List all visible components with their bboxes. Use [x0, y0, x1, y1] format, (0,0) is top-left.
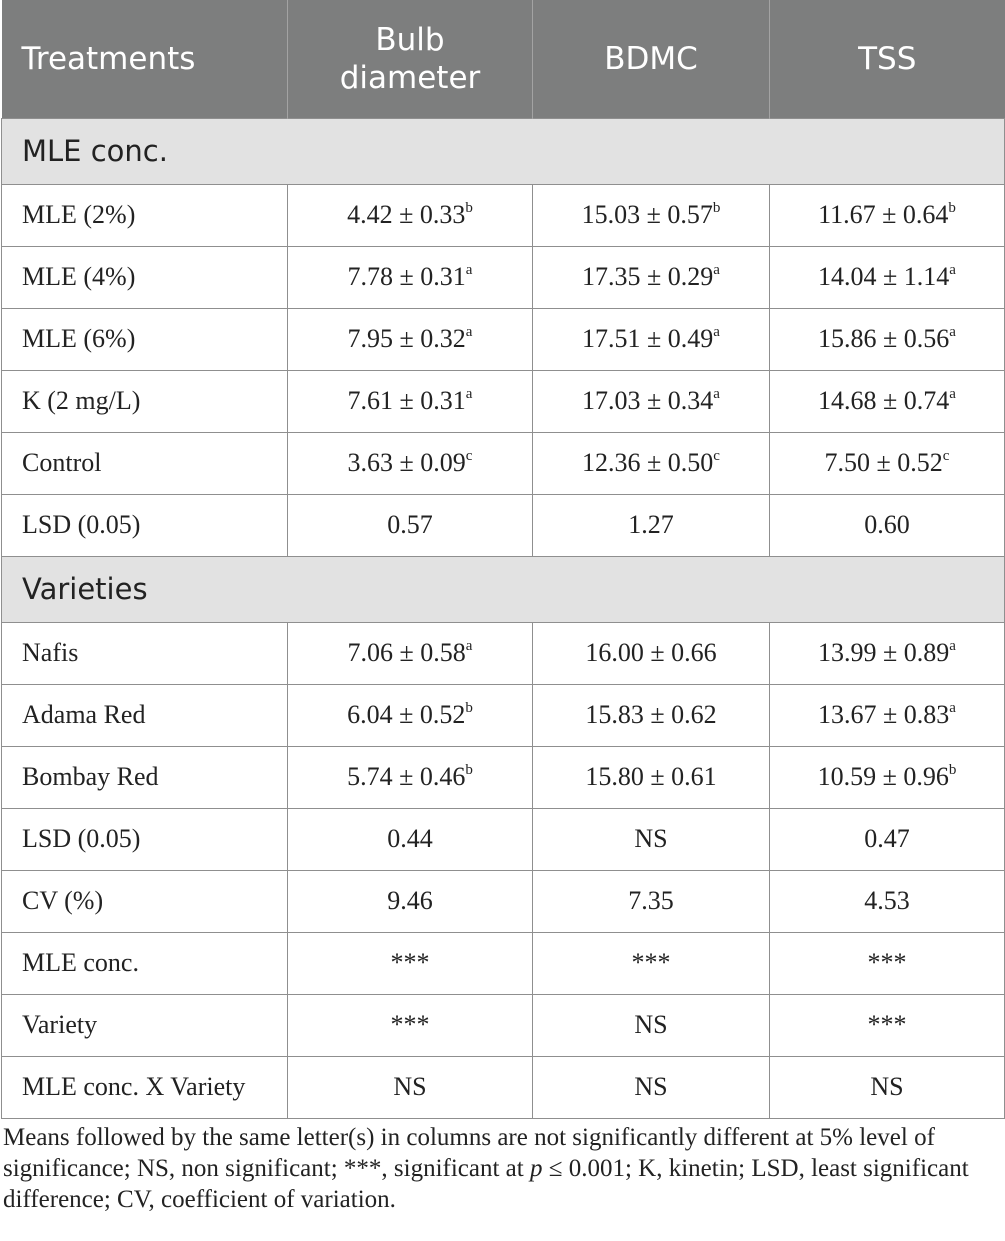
bdmc-cell — [533, 994, 770, 1056]
cell-value: NS — [393, 1072, 427, 1101]
table-row — [2, 932, 1005, 994]
tss-cell — [770, 370, 1005, 432]
tss-cell — [770, 808, 1005, 870]
cell-value: 7.35 — [628, 886, 674, 915]
cell-value: 14.68 ± 0.74 — [818, 386, 950, 415]
cell-value: 13.99 ± 0.89 — [818, 638, 950, 667]
table-header — [2, 0, 1005, 118]
bulb-diameter-cell — [288, 494, 533, 556]
bdmc-cell — [533, 808, 770, 870]
cell-value: 6.04 ± 0.52 — [347, 700, 466, 729]
cell-value: 10.59 ± 0.96 — [817, 762, 949, 791]
cell-value: 5.74 ± 0.46 — [347, 762, 466, 791]
significance-letter: c — [942, 448, 950, 464]
cell-value: 4.53 — [864, 886, 910, 915]
cell-value: 9.46 — [387, 886, 433, 915]
bulb-diameter-cell — [288, 746, 533, 808]
table-row — [2, 432, 1005, 494]
table-row — [2, 746, 1005, 808]
bulb-diameter-cell — [288, 184, 533, 246]
cell-value: 0.47 — [864, 824, 910, 853]
row-label: LSD (0.05) — [2, 808, 288, 870]
bdmc-cell — [533, 308, 770, 370]
table-row — [2, 684, 1005, 746]
cell-value: 11.67 ± 0.64 — [818, 200, 949, 229]
table-row — [2, 870, 1005, 932]
bulb-diameter-cell — [288, 994, 533, 1056]
significance-letter: a — [949, 262, 956, 278]
cell-value: 1.27 — [628, 510, 674, 539]
table-row — [2, 246, 1005, 308]
cell-value: 0.44 — [387, 824, 433, 853]
cell-value: NS — [634, 1072, 668, 1101]
significance-letter: c — [713, 448, 720, 464]
row-label: MLE conc. X Variety — [2, 1056, 288, 1118]
table-row — [2, 622, 1005, 684]
cell-value: *** — [390, 948, 430, 977]
cell-value: 3.63 ± 0.09 — [347, 448, 466, 477]
header-bulb-diameter: Bulb diameter — [288, 0, 533, 118]
table-row — [2, 184, 1005, 246]
cell-value: *** — [867, 948, 907, 977]
row-label: MLE (4%) — [2, 246, 288, 308]
tss-cell — [770, 994, 1005, 1056]
significance-letter: a — [713, 262, 720, 278]
table-row — [2, 308, 1005, 370]
tss-cell — [770, 870, 1005, 932]
cell-value: *** — [867, 1010, 907, 1039]
footnote-text-after: ≤ 0.001; K, kinetin; LSD, least significant difference; CV, coefficient of variation. — [3, 1155, 969, 1213]
row-label: LSD (0.05) — [2, 494, 288, 556]
cell-value: NS — [634, 824, 668, 853]
row-label: Control — [2, 432, 288, 494]
table-footnote — [3, 1122, 999, 1215]
row-label: MLE (6%) — [2, 308, 288, 370]
tss-cell — [770, 432, 1005, 494]
row-label: K (2 mg/L) — [2, 370, 288, 432]
significance-letter: b — [948, 200, 956, 216]
bdmc-cell — [533, 184, 770, 246]
table-row — [2, 808, 1005, 870]
section-header-row — [2, 556, 1005, 622]
cell-value: *** — [631, 948, 671, 977]
bulb-diameter-cell — [288, 684, 533, 746]
bdmc-cell — [533, 370, 770, 432]
bulb-diameter-cell — [288, 932, 533, 994]
significance-letter: a — [949, 638, 956, 654]
bdmc-cell — [533, 1056, 770, 1118]
section-title: Varieties — [2, 556, 1005, 622]
cell-value: 17.03 ± 0.34 — [582, 386, 714, 415]
cell-value: *** — [390, 1010, 430, 1039]
significance-letter: b — [948, 762, 957, 778]
tss-cell — [770, 494, 1005, 556]
bulb-diameter-cell — [288, 808, 533, 870]
tss-cell — [770, 932, 1005, 994]
tss-cell — [770, 184, 1005, 246]
tss-cell — [770, 622, 1005, 684]
significance-letter: a — [465, 262, 473, 278]
cell-value: 7.50 ± 0.52 — [824, 448, 943, 477]
cell-value: 0.57 — [387, 510, 433, 539]
cell-value: 17.51 ± 0.49 — [582, 324, 714, 353]
footnote-p-symbol: p — [529, 1155, 543, 1182]
header-bdmc: BDMC — [533, 0, 770, 118]
bulb-diameter-cell — [288, 246, 533, 308]
header-treatments: Treatments — [2, 0, 288, 118]
row-label: Variety — [2, 994, 288, 1056]
bdmc-cell — [533, 746, 770, 808]
row-label: Adama Red — [2, 684, 288, 746]
section-header-row — [2, 118, 1005, 184]
cell-value: 15.03 ± 0.57 — [581, 200, 713, 229]
row-label: MLE conc. — [2, 932, 288, 994]
tss-cell — [770, 246, 1005, 308]
table-row — [2, 494, 1005, 556]
bdmc-cell — [533, 494, 770, 556]
tss-cell — [770, 746, 1005, 808]
cell-value: 17.35 ± 0.29 — [582, 262, 714, 291]
bdmc-cell — [533, 246, 770, 308]
significance-letter: a — [465, 324, 473, 340]
bdmc-cell — [533, 932, 770, 994]
section-title: MLE conc. — [2, 118, 1005, 184]
table-row — [2, 1056, 1005, 1118]
bdmc-cell — [533, 432, 770, 494]
bulb-diameter-cell — [288, 432, 533, 494]
significance-letter: a — [713, 324, 720, 340]
significance-letter: a — [949, 700, 956, 716]
cell-value: 15.83 ± 0.62 — [585, 700, 717, 729]
bdmc-cell — [533, 870, 770, 932]
header-tss: TSS — [770, 0, 1005, 118]
significance-letter: b — [465, 700, 473, 716]
significance-letter: a — [713, 386, 720, 402]
cell-value: 7.06 ± 0.58 — [347, 638, 466, 667]
cell-value: 12.36 ± 0.50 — [582, 448, 714, 477]
bdmc-cell — [533, 622, 770, 684]
cell-value: 7.61 ± 0.31 — [347, 386, 466, 415]
row-label: Bombay Red — [2, 746, 288, 808]
cell-value: NS — [634, 1010, 668, 1039]
bulb-diameter-cell — [288, 870, 533, 932]
cell-value: 0.60 — [864, 510, 910, 539]
cell-value: 7.95 ± 0.32 — [347, 324, 466, 353]
bulb-diameter-cell — [288, 370, 533, 432]
significance-letter: a — [465, 638, 473, 654]
bulb-diameter-cell — [288, 1056, 533, 1118]
cell-value: NS — [870, 1072, 904, 1101]
cell-value: 15.86 ± 0.56 — [818, 324, 950, 353]
significance-letter: b — [712, 200, 721, 216]
significance-letter: a — [949, 324, 956, 340]
table-row — [2, 370, 1005, 432]
significance-letter: c — [465, 448, 473, 464]
bdmc-cell — [533, 684, 770, 746]
results-table — [1, 0, 1005, 1119]
tss-cell — [770, 308, 1005, 370]
bulb-diameter-cell — [288, 622, 533, 684]
significance-letter: b — [465, 200, 473, 216]
tss-cell — [770, 1056, 1005, 1118]
significance-letter: b — [465, 762, 473, 778]
table-body — [2, 118, 1005, 1118]
cell-value: 15.80 ± 0.61 — [585, 762, 717, 791]
bulb-diameter-cell — [288, 308, 533, 370]
cell-value: 7.78 ± 0.31 — [347, 262, 466, 291]
row-label: MLE (2%) — [2, 184, 288, 246]
tss-cell — [770, 684, 1005, 746]
significance-letter: a — [465, 386, 473, 402]
significance-letter: a — [949, 386, 956, 402]
cell-value: 13.67 ± 0.83 — [818, 700, 950, 729]
cell-value: 4.42 ± 0.33 — [347, 200, 466, 229]
row-label: CV (%) — [2, 870, 288, 932]
cell-value: 14.04 ± 1.14 — [818, 262, 950, 291]
cell-value: 16.00 ± 0.66 — [585, 638, 717, 667]
table-row — [2, 994, 1005, 1056]
footnote-text-before: Means followed by the same letter(s) in columns are not significantly different at 5% level of significance; NS, non significant; ***, significant at — [3, 1124, 935, 1182]
row-label: Nafis — [2, 622, 288, 684]
